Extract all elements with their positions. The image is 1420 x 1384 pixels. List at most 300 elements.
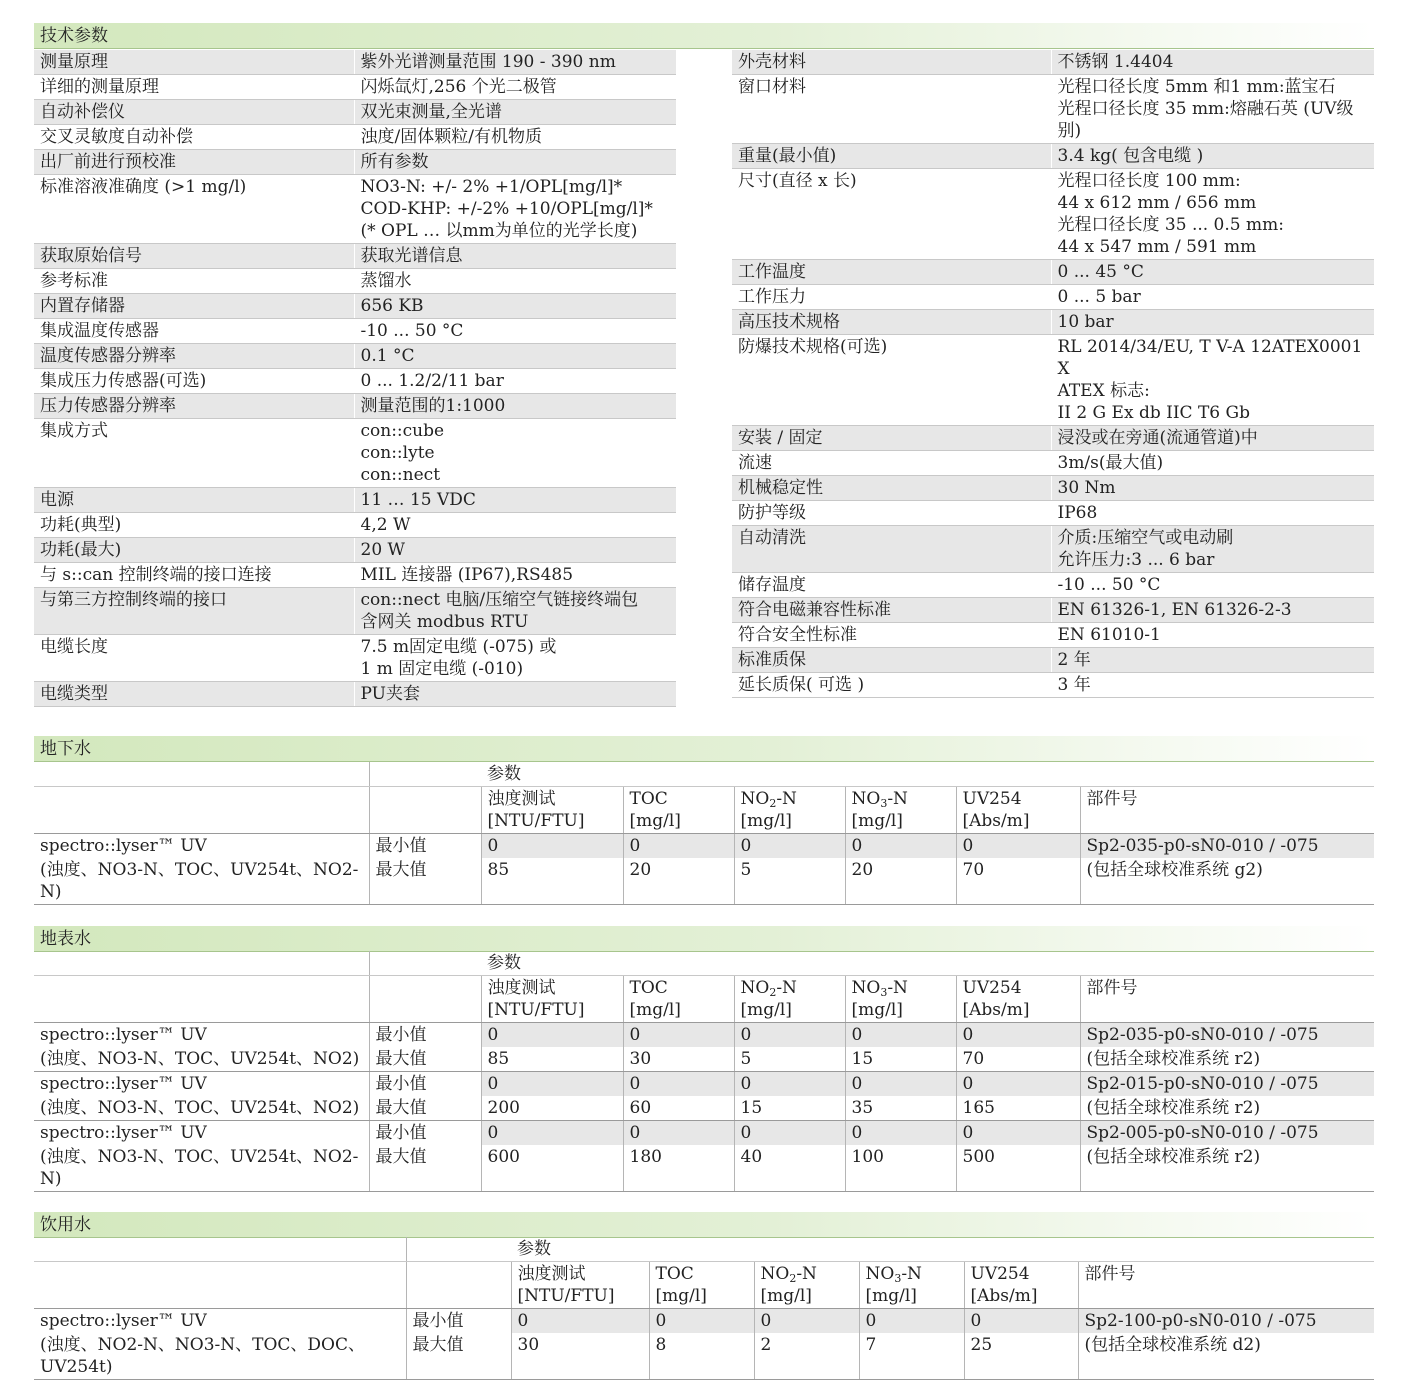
part-note: (包括全球校准系统 g2) [1080,858,1374,905]
spec-row [732,335,1374,426]
min-value: 0 [845,834,956,859]
part-note: (包括全球校准系统 d2) [1078,1333,1374,1380]
spec-key: 储存温度 [732,573,1051,598]
column-name: UV254 [970,1264,1030,1284]
min-label: 最小值 [369,1121,481,1146]
column-unit: [mg/l] [740,811,792,831]
spec-value: EN 61326-1, EN 61326-2-3 [1051,598,1374,623]
max-value: 100 [845,1145,956,1192]
spec-value: 3m/s(最大值) [1051,451,1374,476]
max-label: 最大值 [369,858,481,905]
spec-value: 0 ... 5 bar [1051,285,1374,310]
column-unit: [mg/l] [851,1000,903,1020]
product-desc: (浊度、NO2-N、NO3-N、TOC、DOC、UV254t) [34,1333,406,1380]
spec-row [732,673,1374,698]
column-suffix: -N [776,789,797,809]
spec-value: 0 ... 1.2/2/11 bar [354,369,676,394]
max-value: 85 [481,858,623,905]
max-value: 30 [511,1333,649,1380]
part-label: 部件号 [1080,787,1374,834]
spec-row [34,100,676,125]
column-name: NO [851,789,881,809]
header-row-columns [34,1262,1374,1309]
spec-row [732,526,1374,573]
min-value: 0 [956,1072,1080,1097]
product-row-max [34,1096,1374,1121]
max-value: 70 [956,1047,1080,1072]
section-title-surfacewater: 地表水 [34,926,1374,952]
surfacewater-table [34,951,1374,1192]
section-title-groundwater: 地下水 [34,736,1374,762]
column-unit: [NTU/FTU] [487,1000,585,1020]
spec-key: 工作温度 [732,260,1051,285]
spec-value: 3.4 kg( 包含电缆 ) [1051,144,1374,169]
header-blank [406,1237,511,1262]
max-value: 35 [845,1096,956,1121]
spec-key: 功耗(典型) [34,513,354,538]
spec-value: 30 Nm [1051,476,1374,501]
spec-key: 窗口材料 [732,75,1051,144]
spec-value: 蒸馏水 [354,269,676,294]
spec-row [34,344,676,369]
spec-row [732,573,1374,598]
column-unit: [Abs/m] [962,811,1030,831]
spec-key: 交叉灵敏度自动补偿 [34,125,354,150]
min-value: 0 [845,1121,956,1146]
max-value: 8 [649,1333,754,1380]
spec-value: MIL 连接器 (IP67),RS485 [354,563,676,588]
spec-value: 0 ... 45 °C [1051,260,1374,285]
column-suffix: -N [796,1264,817,1284]
max-value: 7 [859,1333,964,1380]
spec-value: 测量范围的1:1000 [354,394,676,419]
spec-key: 尺寸(直径 x 长) [732,169,1051,260]
spec-right-body [732,50,1374,698]
spec-key: 内置存储器 [34,294,354,319]
min-value: 0 [623,1072,734,1097]
min-value: 0 [734,1023,845,1048]
product-desc: (浊度、NO3-N、TOC、UV254t、NO2-N) [34,1145,369,1192]
header-row-columns [34,787,1374,834]
min-value: 0 [956,1121,1080,1146]
spec-value: NO3-N: +/- 2% +1/OPL[mg/l]* COD-KHP: +/-2% +10/OPL[mg/l]* (* OPL … 以mm为单位的光学长度) [354,175,676,244]
header-row-params [34,762,1374,787]
spec-value: PU夹套 [354,682,676,707]
column-name: NO [760,1264,790,1284]
min-value: 0 [964,1309,1078,1334]
product-name: spectro::lyser™ UV [40,1074,207,1094]
param-label: 参数 [511,1237,1374,1262]
product-desc: (浊度、NO3-N、TOC、UV254t、NO2) [34,1096,369,1121]
spec-value: 7.5 m固定电缆 (-075) 或 1 m 固定电缆 (-010) [354,635,676,682]
part-number: Sp2-100-p0-sN0-010 / -075 [1078,1309,1374,1334]
max-value: 165 [956,1096,1080,1121]
spec-key: 温度传感器分辨率 [34,344,354,369]
header-blank [369,951,481,976]
column-header [734,787,845,834]
spec-row [34,369,676,394]
spec-row [732,623,1374,648]
part-number: Sp2-035-p0-sN0-010 / -075 [1080,1023,1374,1048]
column-name: TOC [629,978,668,998]
product-name: spectro::lyser™ UV [40,836,207,856]
spec-row [732,285,1374,310]
max-value: 20 [845,858,956,905]
min-value: 0 [623,1121,734,1146]
part-label: 部件号 [1080,976,1374,1023]
spec-row [34,150,676,175]
spec-value: 光程口径长度 100 mm: 44 x 612 mm / 656 mm 光程口径长度 35 ... 0.5 mm: 44 x 547 mm / 591 mm [1051,169,1374,260]
spec-value: 介质:压缩空气或电动刷 允许压力:3 ... 6 bar [1051,526,1374,573]
spec-key: 与第三方控制终端的接口 [34,588,354,635]
spec-row [34,513,676,538]
min-label: 最小值 [369,834,481,859]
column-name: UV254 [962,978,1022,998]
part-note: (包括全球校准系统 r2) [1080,1096,1374,1121]
column-unit: [mg/l] [851,811,903,831]
min-value: 0 [649,1309,754,1334]
header-row-params [34,951,1374,976]
max-label: 最大值 [369,1145,481,1192]
max-value: 600 [481,1145,623,1192]
spec-value: 浸没或在旁通(流通管道)中 [1051,426,1374,451]
column-unit: [mg/l] [655,1286,707,1306]
min-label: 最小值 [369,1023,481,1048]
spec-key: 压力传感器分辨率 [34,394,354,419]
max-value: 40 [734,1145,845,1192]
max-value: 200 [481,1096,623,1121]
spec-row [732,476,1374,501]
spec-key: 功耗(最大) [34,538,354,563]
spec-row [732,598,1374,623]
header-blank [34,1237,406,1262]
spec-key: 标准溶液准确度 (>1 mg/l) [34,175,354,244]
spec-key: 符合电磁兼容性标准 [732,598,1051,623]
spec-key: 详细的测量原理 [34,75,354,100]
groundwater-table [34,762,1374,905]
spec-row [732,310,1374,335]
param-label: 参数 [481,951,1374,976]
column-header [956,976,1080,1023]
product-row-max [34,1047,1374,1072]
spec-value: 2 年 [1051,648,1374,673]
column-subscript: 3 [880,797,888,810]
column-unit: [mg/l] [740,1000,792,1020]
header-blank [34,762,369,787]
spec-key: 集成压力传感器(可选) [34,369,354,394]
column-header [734,976,845,1023]
spec-row [34,294,676,319]
spec-row [34,75,676,100]
column-name: NO [851,978,881,998]
spec-row [34,125,676,150]
column-unit: [mg/l] [629,1000,681,1020]
drinkingwater-body [34,1237,1374,1380]
header-blank [369,787,481,834]
part-number: Sp2-035-p0-sN0-010 / -075 [1080,834,1374,859]
header-blank [34,1262,406,1309]
spec-row [732,451,1374,476]
spec-value: -10 ... 50 °C [354,319,676,344]
spec-value: con::nect 电脑/压缩空气链接终端包 含网关 modbus RTU [354,588,676,635]
spec-row [34,319,676,344]
part-number: Sp2-005-p0-sN0-010 / -075 [1080,1121,1374,1146]
product-row-min [34,1309,1374,1334]
spec-row [732,260,1374,285]
spec-row [34,244,676,269]
column-name: TOC [655,1264,694,1284]
min-value: 0 [734,1072,845,1097]
section-title-drinkingwater: 饮用水 [34,1212,1374,1238]
spec-key: 防爆技术规格(可选) [732,335,1051,426]
column-header [623,787,734,834]
product-name: spectro::lyser™ UV [40,1123,207,1143]
column-unit: [mg/l] [629,811,681,831]
min-label: 最小值 [369,1072,481,1097]
spec-key: 获取原始信号 [34,244,354,269]
column-subscript: 3 [894,1272,902,1285]
column-name: NO [740,789,770,809]
spec-row [34,682,676,707]
max-value: 30 [623,1047,734,1072]
column-header [859,1262,964,1309]
column-header [481,976,623,1023]
max-value: 85 [481,1047,623,1072]
spec-key: 安装 / 固定 [732,426,1051,451]
spec-key: 出厂前进行预校准 [34,150,354,175]
spec-row [34,588,676,635]
spec-key: 测量原理 [34,50,354,75]
max-value: 5 [734,1047,845,1072]
spec-value: IP68 [1051,501,1374,526]
product-name: spectro::lyser™ UV [40,1025,207,1045]
spec-value: -10 ... 50 °C [1051,573,1374,598]
spec-key: 自动补偿仪 [34,100,354,125]
spec-row [732,75,1374,144]
spec-value: 光程口径长度 5mm 和1 mm:蓝宝石 光程口径长度 35 mm:熔融石英 (UV级 别) [1051,75,1374,144]
spec-row [732,50,1374,75]
groundwater-body [34,762,1374,905]
column-suffix: -N [887,789,908,809]
product-row-min [34,1121,1374,1146]
column-header [845,976,956,1023]
spec-key: 电缆类型 [34,682,354,707]
column-header [511,1262,649,1309]
column-suffix: -N [776,978,797,998]
product-row-min [34,1072,1374,1097]
column-subscript: 2 [769,986,777,999]
spec-value: RL 2014/34/EU, T V-A 12ATEX0001 X ATEX 标志: II 2 G Ex db IIC T6 Gb [1051,335,1374,426]
spec-key: 集成方式 [34,419,354,488]
max-value: 15 [845,1047,956,1072]
column-header [754,1262,859,1309]
column-subscript: 3 [880,986,888,999]
max-value: 70 [956,858,1080,905]
spec-row [732,648,1374,673]
column-name: TOC [629,789,668,809]
column-header [649,1262,754,1309]
min-value: 0 [845,1023,956,1048]
max-value: 500 [956,1145,1080,1192]
max-label: 最大值 [369,1096,481,1121]
column-unit: [NTU/FTU] [487,811,585,831]
spec-key: 高压技术规格 [732,310,1051,335]
spec-key: 工作压力 [732,285,1051,310]
part-note: (包括全球校准系统 r2) [1080,1047,1374,1072]
spec-row [732,169,1374,260]
product-row-max [34,858,1374,905]
part-label: 部件号 [1078,1262,1374,1309]
column-name: UV254 [962,789,1022,809]
spec-key: 与 s::can 控制终端的接口连接 [34,563,354,588]
column-suffix: -N [901,1264,922,1284]
spec-value: EN 61010-1 [1051,623,1374,648]
spec-key: 机械稳定性 [732,476,1051,501]
spec-key: 防护等级 [732,501,1051,526]
product-row-max [34,1333,1374,1380]
header-row-params [34,1237,1374,1262]
min-value: 0 [845,1072,956,1097]
min-label: 最小值 [406,1309,511,1334]
max-value: 20 [623,858,734,905]
spec-value: 所有参数 [354,150,676,175]
spec-key: 标准质保 [732,648,1051,673]
product-row-min [34,834,1374,859]
min-value: 0 [481,1121,623,1146]
column-name: NO [865,1264,895,1284]
spec-table-right [732,50,1374,698]
product-row-min [34,1023,1374,1048]
spec-value: 不锈钢 1.4404 [1051,50,1374,75]
spec-value: con::cube con::lyte con::nect [354,419,676,488]
header-blank [369,976,481,1023]
spec-row [34,394,676,419]
part-note: (包括全球校准系统 r2) [1080,1145,1374,1192]
column-header [481,787,623,834]
column-unit: [NTU/FTU] [517,1286,615,1306]
min-value: 0 [956,834,1080,859]
column-unit: [mg/l] [760,1286,812,1306]
column-header [956,787,1080,834]
header-blank [369,762,481,787]
spec-value: 4,2 W [354,513,676,538]
header-blank [34,787,369,834]
spec-row [34,635,676,682]
product-row-max [34,1145,1374,1192]
column-name: 浊度测试 [487,978,556,998]
column-name: 浊度测试 [487,789,556,809]
min-value: 0 [481,834,623,859]
spec-value: 获取光谱信息 [354,244,676,269]
spec-row [34,50,676,75]
min-value: 0 [754,1309,859,1334]
spec-row [732,426,1374,451]
spec-row [732,501,1374,526]
header-blank [34,951,369,976]
min-value: 0 [956,1023,1080,1048]
spec-value: 656 KB [354,294,676,319]
max-value: 5 [734,858,845,905]
spec-value: 3 年 [1051,673,1374,698]
spec-key: 符合安全性标准 [732,623,1051,648]
spec-value: 双光束测量,全光谱 [354,100,676,125]
section-title-specs: 技术参数 [34,23,1374,49]
column-subscript: 2 [769,797,777,810]
spec-key: 重量(最小值) [732,144,1051,169]
spec-row [34,488,676,513]
drinkingwater-table [34,1237,1374,1380]
spec-key: 集成温度传感器 [34,319,354,344]
spec-row [34,563,676,588]
max-value: 2 [754,1333,859,1380]
column-subscript: 2 [789,1272,797,1285]
max-value: 25 [964,1333,1078,1380]
max-label: 最大值 [369,1047,481,1072]
spec-row [732,144,1374,169]
column-header [845,787,956,834]
spec-row [34,419,676,488]
spec-value: 浊度/固体颗粒/有机物质 [354,125,676,150]
header-blank [34,976,369,1023]
spec-row [34,538,676,563]
column-name: 浊度测试 [517,1264,586,1284]
spec-row [34,175,676,244]
min-value: 0 [481,1023,623,1048]
spec-value: 紫外光谱测量范围 190 - 390 nm [354,50,676,75]
spec-value: 11 … 15 VDC [354,488,676,513]
column-unit: [Abs/m] [970,1286,1038,1306]
spec-key: 电缆长度 [34,635,354,682]
max-value: 180 [623,1145,734,1192]
spec-value: 0.1 °C [354,344,676,369]
spec-row [34,269,676,294]
column-suffix: -N [887,978,908,998]
column-header [964,1262,1078,1309]
spec-key: 自动清洗 [732,526,1051,573]
spec-value: 20 W [354,538,676,563]
column-unit: [mg/l] [865,1286,917,1306]
min-value: 0 [481,1072,623,1097]
product-name: spectro::lyser™ UV [40,1311,207,1331]
column-header [623,976,734,1023]
max-value: 60 [623,1096,734,1121]
product-desc: (浊度、NO3-N、TOC、UV254t、NO2) [34,1047,369,1072]
spec-table-left [34,50,676,707]
header-row-columns [34,976,1374,1023]
min-value: 0 [623,834,734,859]
spec-value: 10 bar [1051,310,1374,335]
min-value: 0 [859,1309,964,1334]
min-value: 0 [734,834,845,859]
column-name: NO [740,978,770,998]
min-value: 0 [623,1023,734,1048]
spec-key: 参考标准 [34,269,354,294]
product-desc: (浊度、NO3-N、TOC、UV254t、NO2-N) [34,858,369,905]
param-label: 参数 [481,762,1374,787]
header-blank [406,1262,511,1309]
max-label: 最大值 [406,1333,511,1380]
min-value: 0 [734,1121,845,1146]
spec-key: 流速 [732,451,1051,476]
spec-key: 延长质保( 可选 ) [732,673,1051,698]
surfacewater-body [34,951,1374,1192]
max-value: 15 [734,1096,845,1121]
spec-key: 外壳材料 [732,50,1051,75]
column-unit: [Abs/m] [962,1000,1030,1020]
spec-left-body [34,50,676,707]
spec-key: 电源 [34,488,354,513]
part-number: Sp2-015-p0-sN0-010 / -075 [1080,1072,1374,1097]
